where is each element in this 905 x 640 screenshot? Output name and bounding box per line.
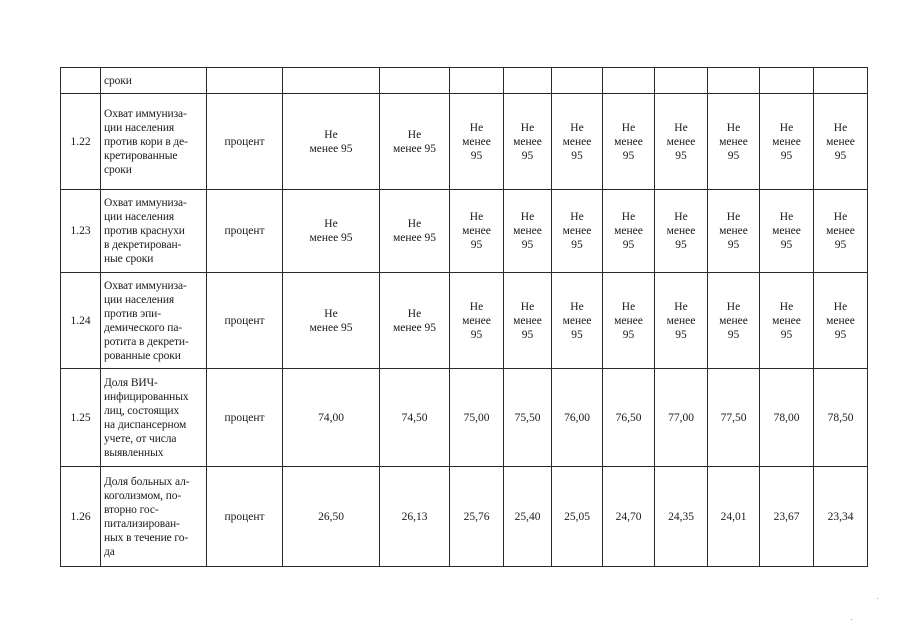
value-cell: Не менее 95 — [283, 190, 380, 273]
value-cell: 75,00 — [450, 369, 504, 467]
value-cell: Не менее 95 — [603, 273, 655, 369]
value-cell: Не менее 95 — [708, 273, 760, 369]
value-cell: 24,35 — [655, 467, 708, 567]
value-cell: Не менее 95 — [552, 273, 603, 369]
value-cell: 25,40 — [504, 467, 552, 567]
unit-cell: процент — [207, 467, 283, 567]
table-row — [61, 369, 868, 467]
table-row — [61, 94, 868, 190]
value-cell: Не менее 95 — [380, 273, 450, 369]
value-cell: Не менее 95 — [504, 190, 552, 273]
table-body — [61, 68, 868, 567]
value-cell — [380, 68, 450, 94]
value-cell: Не менее 95 — [450, 190, 504, 273]
table-row — [61, 190, 868, 273]
value-cell — [450, 68, 504, 94]
value-cell: Не менее 95 — [814, 273, 868, 369]
row-number: 1.22 — [61, 94, 101, 190]
value-cell: Не менее 95 — [450, 94, 504, 190]
indicator-name: Доля больных ал- коголизмом, по- вторно гос- питализирован- ных в течение го- да — [101, 467, 207, 567]
value-cell: Не менее 95 — [283, 273, 380, 369]
unit-cell: процент — [207, 369, 283, 467]
value-cell: Не менее 95 — [283, 94, 380, 190]
row-number: 1.24 — [61, 273, 101, 369]
unit-cell: процент — [207, 273, 283, 369]
value-cell: Не менее 95 — [380, 190, 450, 273]
table-row — [61, 68, 868, 94]
value-cell — [655, 68, 708, 94]
table-row — [61, 467, 868, 567]
value-cell: 23,67 — [760, 467, 814, 567]
indicator-name: Охват иммуниза- ции населения против эпи- демического па- ротита в декрети- рованные сроки — [101, 273, 207, 369]
indicator-name: Доля ВИЧ- инфицированных лиц, состоящих на диспансерном учете, от числа выявленных — [101, 369, 207, 467]
value-cell — [552, 68, 603, 94]
indicators-table — [60, 67, 868, 567]
value-cell: Не менее 95 — [708, 94, 760, 190]
row-number: 1.25 — [61, 369, 101, 467]
unit-cell: процент — [207, 94, 283, 190]
value-cell: 77,00 — [655, 369, 708, 467]
value-cell: Не менее 95 — [450, 273, 504, 369]
value-cell: 74,50 — [380, 369, 450, 467]
value-cell — [603, 68, 655, 94]
value-cell: Не менее 95 — [552, 94, 603, 190]
value-cell: Не менее 95 — [760, 94, 814, 190]
value-cell: Не менее 95 — [504, 273, 552, 369]
table-row — [61, 273, 868, 369]
value-cell: 76,50 — [603, 369, 655, 467]
value-cell: 76,00 — [552, 369, 603, 467]
value-cell: 78,50 — [814, 369, 868, 467]
value-cell: 26,50 — [283, 467, 380, 567]
value-cell: Не менее 95 — [504, 94, 552, 190]
value-cell: 25,05 — [552, 467, 603, 567]
value-cell: Не менее 95 — [760, 190, 814, 273]
value-cell — [760, 68, 814, 94]
value-cell: 23,34 — [814, 467, 868, 567]
row-number: 1.26 — [61, 467, 101, 567]
indicator-name: Охват иммуниза- ции населения против кори в де- кретированные сроки — [101, 94, 207, 190]
value-cell: 25,76 — [450, 467, 504, 567]
row-number — [61, 68, 101, 94]
scan-speck — [877, 598, 878, 599]
value-cell — [708, 68, 760, 94]
unit-cell — [207, 68, 283, 94]
value-cell: Не менее 95 — [655, 94, 708, 190]
value-cell: Не менее 95 — [760, 273, 814, 369]
value-cell: 26,13 — [380, 467, 450, 567]
value-cell: Не менее 95 — [603, 190, 655, 273]
value-cell: Не менее 95 — [708, 190, 760, 273]
value-cell: Не менее 95 — [814, 94, 868, 190]
indicator-name: Охват иммуниза- ции населения против краснухи в декретирован- ные сроки — [101, 190, 207, 273]
value-cell: Не менее 95 — [552, 190, 603, 273]
value-cell — [504, 68, 552, 94]
value-cell: 24,01 — [708, 467, 760, 567]
unit-cell: процент — [207, 190, 283, 273]
scan-speck — [851, 619, 852, 620]
value-cell: Не менее 95 — [603, 94, 655, 190]
value-cell: Не менее 95 — [380, 94, 450, 190]
value-cell: 77,50 — [708, 369, 760, 467]
value-cell: 75,50 — [504, 369, 552, 467]
value-cell: Не менее 95 — [655, 190, 708, 273]
value-cell — [283, 68, 380, 94]
row-number: 1.23 — [61, 190, 101, 273]
indicator-name: сроки — [101, 68, 207, 94]
value-cell: 78,00 — [760, 369, 814, 467]
value-cell: Не менее 95 — [655, 273, 708, 369]
value-cell — [814, 68, 868, 94]
value-cell: 24,70 — [603, 467, 655, 567]
value-cell: Не менее 95 — [814, 190, 868, 273]
value-cell: 74,00 — [283, 369, 380, 467]
